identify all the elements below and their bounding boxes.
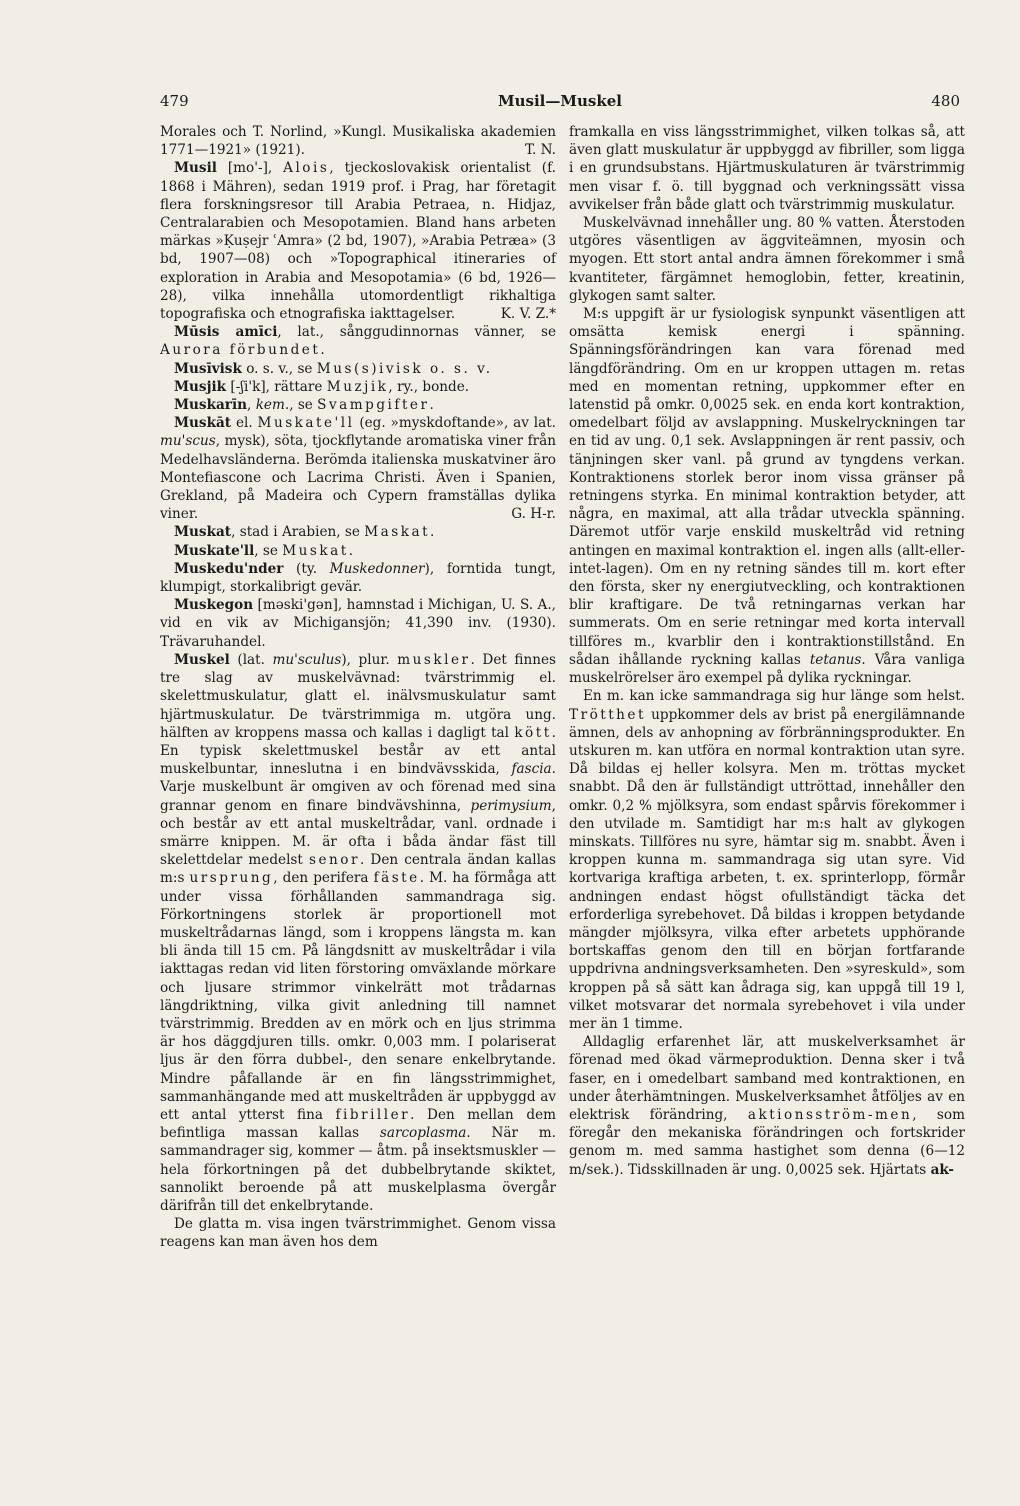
entry-muskat-wine: Muskāt el. Muskate'll (eg. »myskdoftande», av lat. mu'scus, mysk), söta, tjockflytande aromatiska viner från Medelhavsländerna. Berömda italienska muskatviner äro Montefiascone och Lacrima Christi. Även i Spanien, Grekland, på Madeira och Cypern framställas dylika viner. G. H-r. bbox=[160, 415, 557, 523]
entry-muskarin: Muskarīn, kem., se Svampgifter. bbox=[174, 397, 434, 414]
entry-morales-tail: Morales och T. Norlind, »Kungl. Musikaliska akademien 1771—1921» (1921). T. N. bbox=[160, 124, 556, 159]
page-number-left: 479 bbox=[160, 92, 189, 110]
entry-musil: Musil [mo'-], Alois, tjeckoslovakisk orientalist (f. 1868 i Mähren), sedan 1919 prof. i Prag, har företagit flera forskningsresor till Arabia Petraea, n. Hidjaz, Centralarabien och Mesopotamien. Bland hans arbeten märkas »Ḳuṣejr ʿAmra» (2 bd, 1907), »Arabia Petræa» (3 bd, 1907—08) och »Topographical itineraries of exploration in Arabia and Mesopotamia» (6 bd, 1926—28), vilka innehålla utomordentligt rikhaltiga topografiska och etnografiska iakttagelser. K. V. Z.* bbox=[160, 160, 556, 323]
entry-muskat-city: Muskat, stad i Arabien, se Maskat. bbox=[174, 524, 435, 541]
entry-muskel: Muskel (lat. mu'sculus), plur. muskler. Det finnes tre slag av muskelvävnad: tvärstrimmig el. skelettmuskulatur, glatt el. inälvsmuskulatur samt hjärtmuskulatur. De tvärstrimmiga m. utgöra ung. hälften av kroppens massa och kallas i dagligt tal kött. En typisk skelettmuskel består av ett antal muskelbuntar, inneslutna i en bindvävsskida, fascia. Varje muskelbunt är omgiven av och förenad med sina grannar genom en finare bindvävshinna, perimysium, och består av ett antal muskeltrådar, vanl. ordnade i smärre knippen. M. är ofta i båda ändar fäst till skelettdelar medelst senor. Den centrala ändan kallas m:s ursprung, den perifera fäste. M. ha förmåga att under vissa förhållanden sammandraga sig. Förkortningens storlek är proportionell mot muskeltrådarnas längd, som i kroppens längsta m. kan bli ända till 15 cm. På längdsnitt av muskeltrådar i vila iakttagas redan vid liten förstoring omväxlande mörkare och ljusare strimmor vinkelrätt mot trådarnas längdriktning, vilka givit anledning till namnet tvärstrimmig. Bredden av en mörk och en ljus strimma är hos däggdjuren tills. omkr. 0,003 mm. I polariserat ljus är den förra dubbel-, den senare enkelbrytande. Mindre påfallande är en fin längsstrimmighet, sammanhängande med att muskeltråden är uppbyggd av ett antal ytterst fina fibriller. Den mellan dem befintliga massan kallas sarcoplasma. När m. sammandrager sig, kommer — åtm. på insektsmuskler — hela förkortningen på det dubbelbrytande skiktet, sannolikt beroende på att muskelplasma övergår därifrån till det enkelbrytande. bbox=[160, 651, 557, 1214]
paragraph-fatigue: En m. kan icke sammandraga sig hur länge som helst. Trötthet uppkommer dels av brist på energilämnande ämnen, dels av anhopning av förbränningsprodukter. En utskuren m. kan utföra en normal kontraktion utan syre. Då bildas ej heller kolsyra. Men m. tröttas mycket snabbt. Då den är fullständigt uttröttad, innehåller den omkr. 0,2 % mjölksyra, som endast spårvis förekommer i den utvilade m. Samtidigt har m:s halt av glykogen minskats. Tillföres nu syre, hämtar sig m. snabbt. Även i kroppen kunna m. sammandraga sig utan syre. Vid kortvariga kraftiga arbeten, t. ex. sprinterlopp, förmår andningen endast högst ofullständigt täcka det erforderliga syrebehovet. Då bildas i kroppen betydande mängder mjölksyra, vilka efter arbetets upphörande bortskaffas genom den till en början fortfarande uppdrivna andningsverksamheten. Den »syreskuld», som kroppen på så sätt kan ådraga sig, kan uppgå till 19 l, vilket motsvarar det normala syrebehovet i vila under mer än 1 timme. bbox=[569, 688, 965, 1032]
paragraph-function: M:s uppgift är ur fysiologisk synpunkt väsentligen att omsätta kemisk energi i spänning. Spänningsförändringen kan vara förenad med längdförändring. Om en ur kroppen uttagen m. retas med en momentan retning, uppkommer efter en latenstid på omkr. 0,0025 sek. en enda kort kontraktion, omedelbart följd av avslappning. Muskelryckningen tar en tid av ung. 0,1 sek. Avslappningen är rent passiv, och tänjningen sker vanl. på grund av tyngdens verkan. Kontraktionens storlek beror inom vissa gränser på retningens styrka. En minimal kontraktion betyder, att några, en maximal, att alla trådar utveckla spänning. Däremot utför varje enskild muskeltråd vid retning antingen en maximal kontraktion el. ingen alls (allt-eller-intet-lagen). Om en ny retning sändes till m. kort efter den första, sker ny energiutveckling, och kontraktionen blir kraftigare. De två retningarnas verkan har summerats. Om en serie retningar med korta intervall tillföres m., kvarblir den i kontraktionstillstånd. En sådan ihållande ryckning kallas tetanus. Våra vanliga muskelrörelser äro exempel på dylika ryckningar. bbox=[569, 306, 966, 687]
paragraph-continuation: framkalla en viss längsstrimmighet, vilken tolkas så, att även glatt muskulatur är uppbyggd av fibriller, som ligga i en grundsubstans. Hjärtmuskulaturen är tvärstrimmig men visar f. ö. till byggnad och verkningssätt vissa avvikelser från både glatt och tvärstrimmig muskulatur. bbox=[569, 124, 965, 213]
paragraph-glatta: De glatta m. visa ingen tvärstrimmighet. Genom vissa reagens kan man även hos dem bbox=[160, 1216, 556, 1251]
right-column bbox=[569, 123, 965, 1179]
entry-muskatell: Muskate'll, se Muskat. bbox=[174, 542, 354, 559]
paragraph-composition: Muskelvävnad innehåller ung. 80 % vatten. Återstoden utgöres väsentligen av äggviteämnen, myosin och myogen. Ett stort antal andra ämnen förekommer i små kvantiteter, färgämnet hemoglobin, fetter, kreatinin, glykogen samt salter. bbox=[569, 215, 965, 304]
running-header bbox=[160, 88, 960, 114]
paragraph-heat: Alldaglig erfarenhet lär, att muskelverksamhet är förenad med ökad värmeproduktion. Denna sker i två faser, en i omedelbart samband med kontraktionen, en under återhämtningen. Muskelverksamhet åtföljes av en elektrisk förändring, aktionsström-men, som föregår den mekaniska förändringen och fortskrider genom m. med samma hastighet som denna (6—12 m/sek.). Tidsskillnaden är ung. 0,0025 sek. Hjärtats ak- bbox=[569, 1034, 965, 1178]
entry-muskegon: Muskegon [məski'gən], hamnstad i Michigan, U. S. A., vid en vik av Michigansjön; 41,390 inv. (1930). Trävaruhandel. bbox=[160, 597, 556, 650]
running-title: Musil—Muskel bbox=[498, 92, 622, 110]
entry-musjik: Musjik [-ʃi'k], rättare Muzjik, ry., bonde. bbox=[174, 378, 470, 395]
entry-muskedunder: Muskedu'nder (ty. Muskedonner), forntida tungt, klumpigt, storkalibrigt gevär. bbox=[160, 560, 557, 596]
entry-musis-amici: Mūsis amīci, lat., sånggudinnornas vänner, se Aurora förbundet. bbox=[160, 324, 556, 359]
entry-musivisk: Musīvisk o. s. v., se Mus(s)ivisk o. s. v. bbox=[174, 360, 493, 377]
page-number-right: 480 bbox=[931, 92, 960, 110]
left-column bbox=[160, 123, 556, 1252]
